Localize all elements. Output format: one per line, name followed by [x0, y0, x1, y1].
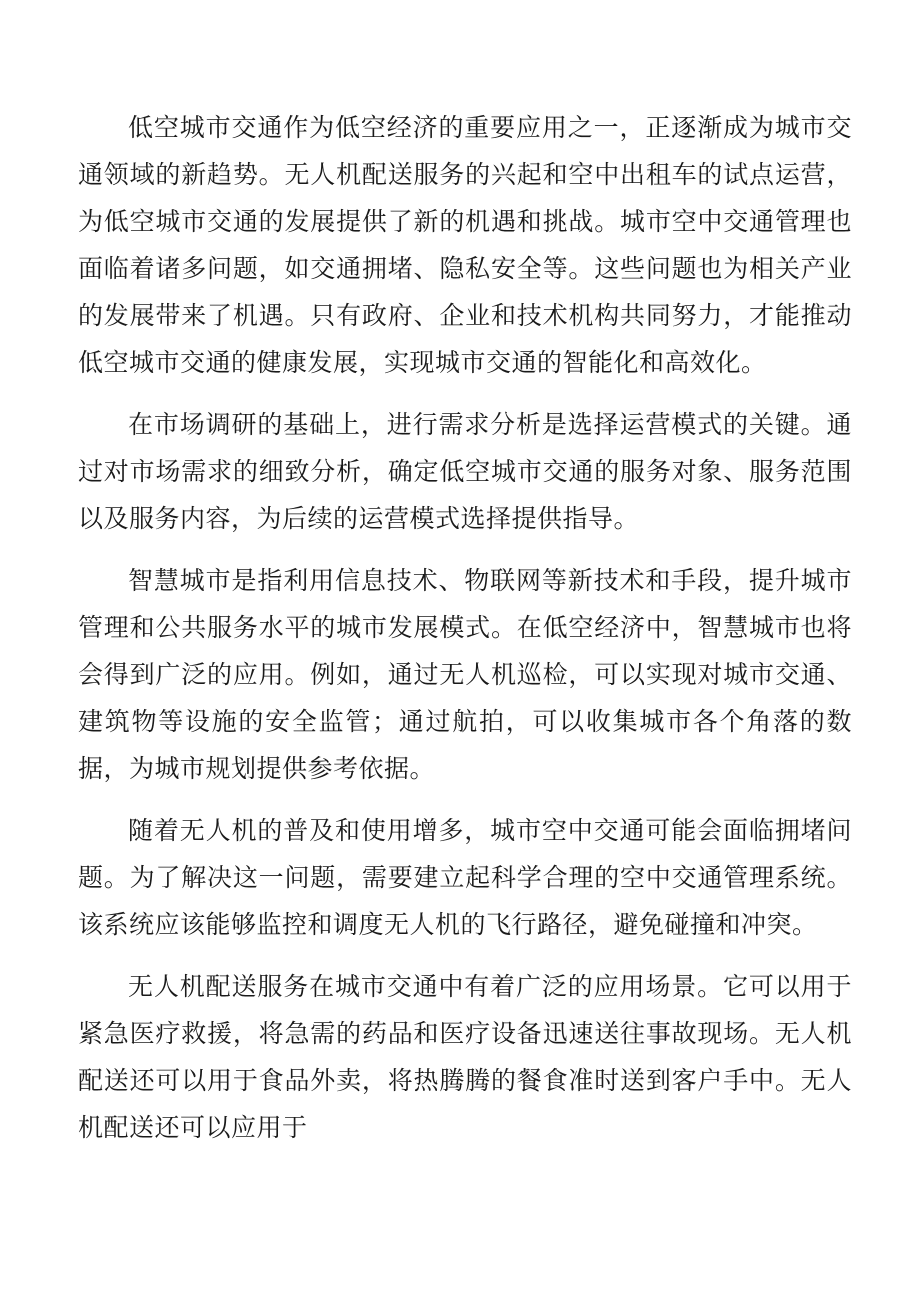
- paragraph-air-traffic-management: 随着无人机的普及和使用增多，城市空中交通可能会面临拥堵问题。为了解决这一问题，需要建立起科学合理的空中交通管理系统。该系统应该能够监控和调度无人机的飞行路径，避免碰撞和冲突。: [78, 816, 852, 939]
- paragraph-drone-delivery: 无人机配送服务在城市交通中有着广泛的应用场景。它可以用于紧急医疗救援，将急需的药品和医疗设备迅速送往事故现场。无人机配送还可以用于食品外卖，将热腾腾的餐食准时送到客户手中。无人机配送还可以应用于: [78, 972, 852, 1142]
- document-body: [78, 104, 852, 1166]
- paragraph-demand-analysis: 在市场调研的基础上，进行需求分析是选择运营模式的关键。通过对市场需求的细致分析，确定低空城市交通的服务对象、服务范围以及服务内容，为后续的运营模式选择提供指导。: [78, 410, 852, 533]
- paragraph-smart-city: 智慧城市是指利用信息技术、物联网等新技术和手段，提升城市管理和公共服务水平的城市发展模式。在低空经济中，智慧城市也将会得到广泛的应用。例如，通过无人机巡检，可以实现对城市交通、建筑物等设施的安全监管；通过航拍，可以收集城市各个角落的数据，为城市规划提供参考依据。: [78, 566, 852, 783]
- paragraph-low-altitude-urban-traffic: 低空城市交通作为低空经济的重要应用之一，正逐渐成为城市交通领域的新趋势。无人机配送服务的兴起和空中出租车的试点运营，为低空城市交通的发展提供了新的机遇和挑战。城市空中交通管理也面临着诸多问题，如交通拥堵、隐私安全等。这些问题也为相关产业的发展带来了机遇。只有政府、企业和技术机构共同努力，才能推动低空城市交通的健康发展，实现城市交通的智能化和高效化。: [78, 113, 852, 377]
